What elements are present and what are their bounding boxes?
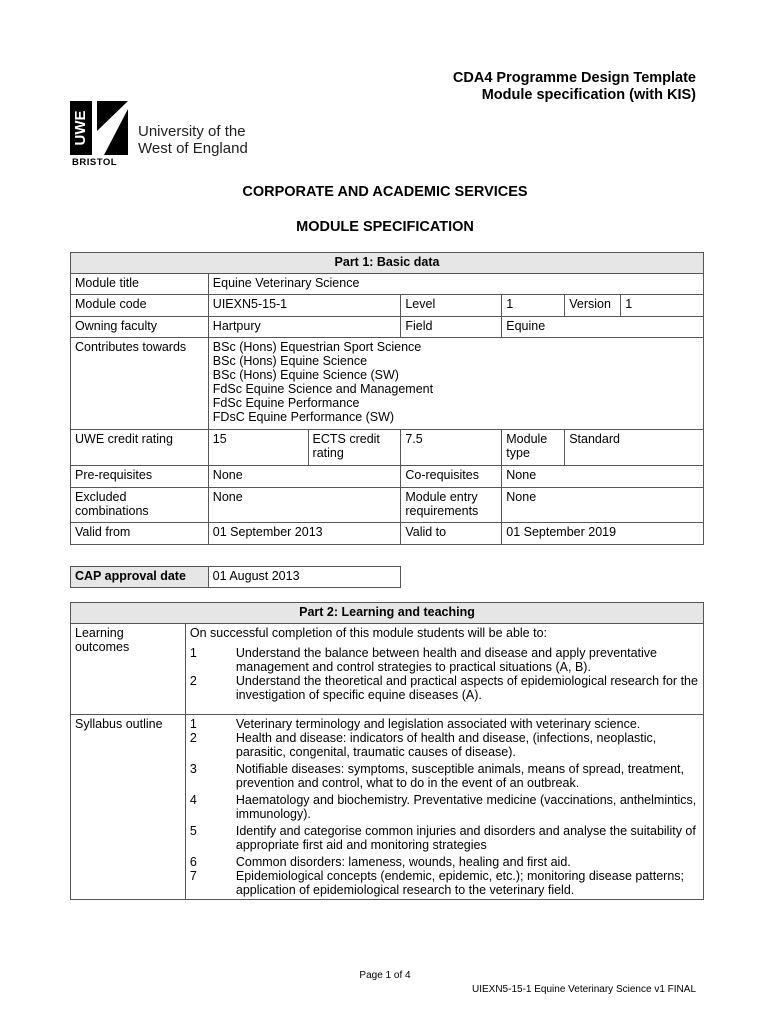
cap-approval-label: CAP approval date: [71, 567, 209, 588]
learning-teaching-table: [70, 602, 704, 900]
list-item: FdSc Equine Science and Management: [212, 382, 434, 396]
prereq-label: Pre-requisites: [71, 466, 209, 488]
field-label: Field: [401, 317, 502, 338]
valid-to-value: 01 September 2019: [502, 523, 704, 545]
list-item: FDsC Equine Performance (SW): [212, 410, 395, 424]
list-item: BSc (Hons) Equine Science (SW): [212, 368, 399, 382]
list-item: 6 Common disorders: lameness, wounds, healing and first aid.: [189, 855, 571, 869]
syllabus-label: Syllabus outline: [71, 715, 186, 900]
uwe-logo-mark-icon: [70, 101, 130, 155]
list-item: 2 Understand the theoretical and practical aspects of epidemiological research for the investigation of specific equine diseases (A).: [189, 674, 698, 702]
module-type-value: Standard: [565, 430, 704, 466]
credit-label: UWE credit rating: [71, 430, 209, 466]
list-item: 7 Epidemiological concepts (endemic, epidemic, etc.); monitoring disease patterns; application of epidemiological research to the veterinary field.: [189, 869, 685, 897]
entry-label: Module entry requirements: [401, 488, 502, 523]
ects-label: ECTS credit rating: [308, 430, 401, 466]
level-label: Level: [401, 295, 502, 317]
part2-heading: Part 2: Learning and teaching: [71, 603, 704, 624]
learning-outcomes-intro: On successful completion of this module students will be able to:: [189, 626, 548, 640]
list-item: 3 Notifiable diseases: symptoms, susceptible animals, means of spread, treatment, prevention and control, what to do in the event of an outbreak.: [189, 762, 684, 790]
department-title: CORPORATE AND ACADEMIC SERVICES: [242, 184, 528, 200]
list-item: FdSc Equine Performance: [212, 396, 360, 410]
page-number: Page 1 of 4: [359, 970, 411, 981]
header-line-1: CDA4 Programme Design Template: [452, 70, 696, 86]
cap-approval-table: [70, 566, 401, 588]
entry-value: None: [502, 488, 704, 523]
learning-outcomes: [185, 624, 703, 715]
ects-value: 7.5: [401, 430, 502, 466]
module-type-label: Module type: [502, 430, 565, 466]
module-code-value: UIEXN5-15-1: [208, 295, 401, 317]
list-item: 4 Haematology and biochemistry. Preventative medicine (vaccinations, anthelmintics, immunology).: [189, 793, 697, 821]
module-title-value: Equine Veterinary Science: [208, 274, 703, 295]
list-item: BSc (Hons) Equestrian Sport Science: [212, 340, 422, 354]
list-item: 5 Identify and categorise common injuries and disorders and analyse the suitability of appropriate first aid and monitoring strategies: [189, 824, 696, 852]
city-name: BRISTOL: [72, 157, 118, 168]
document-reference: UIEXN5-15-1 Equine Veterinary Science v1 FINAL: [472, 984, 696, 995]
svg-text:UWE: UWE: [71, 110, 89, 146]
list-item: 1 Veterinary terminology and legislation associated with veterinary science.: [189, 717, 641, 731]
credit-value: 15: [208, 430, 308, 466]
version-value: 1: [621, 295, 704, 317]
list-item: 1 Understand the balance between health and disease and apply preventative management and control strategies to practical situations (A, B).: [189, 646, 658, 674]
valid-from-label: Valid from: [71, 523, 209, 545]
version-label: Version: [565, 295, 621, 317]
owning-faculty-label: Owning faculty: [71, 317, 209, 338]
learning-outcomes-label: Learning outcomes: [71, 624, 186, 715]
excluded-value: None: [208, 488, 401, 523]
list-item: BSc (Hons) Equine Science: [212, 354, 368, 368]
level-value: 1: [502, 295, 565, 317]
prereq-value: None: [208, 466, 401, 488]
coreq-label: Co-requisites: [401, 466, 502, 488]
cap-approval-value: 01 August 2013: [208, 567, 400, 588]
basic-data-table: [70, 252, 704, 545]
contributes-label: Contributes towards: [71, 338, 209, 430]
module-code-label: Module code: [71, 295, 209, 317]
owning-faculty-value: Hartpury: [208, 317, 401, 338]
header-line-2: Module specification (with KIS): [481, 87, 696, 103]
valid-to-label: Valid to: [401, 523, 502, 545]
valid-from-value: 01 September 2013: [208, 523, 401, 545]
coreq-value: None: [502, 466, 704, 488]
list-item: 2 Health and disease: indicators of health and disease, (infections, neoplastic, parasitic, congenital, traumatic causes of disease).: [189, 731, 657, 759]
syllabus-outline: [185, 715, 703, 900]
excluded-label: Excluded combinations: [71, 488, 209, 523]
field-value: Equine: [502, 317, 704, 338]
document-title: MODULE SPECIFICATION: [296, 219, 474, 235]
document-header: [453, 70, 696, 104]
uwe-logo: [70, 101, 270, 169]
module-title-label: Module title: [71, 274, 209, 295]
contributes-list: [208, 338, 703, 430]
part1-heading: Part 1: Basic data: [71, 253, 704, 274]
university-name: University of the West of England: [138, 123, 248, 157]
